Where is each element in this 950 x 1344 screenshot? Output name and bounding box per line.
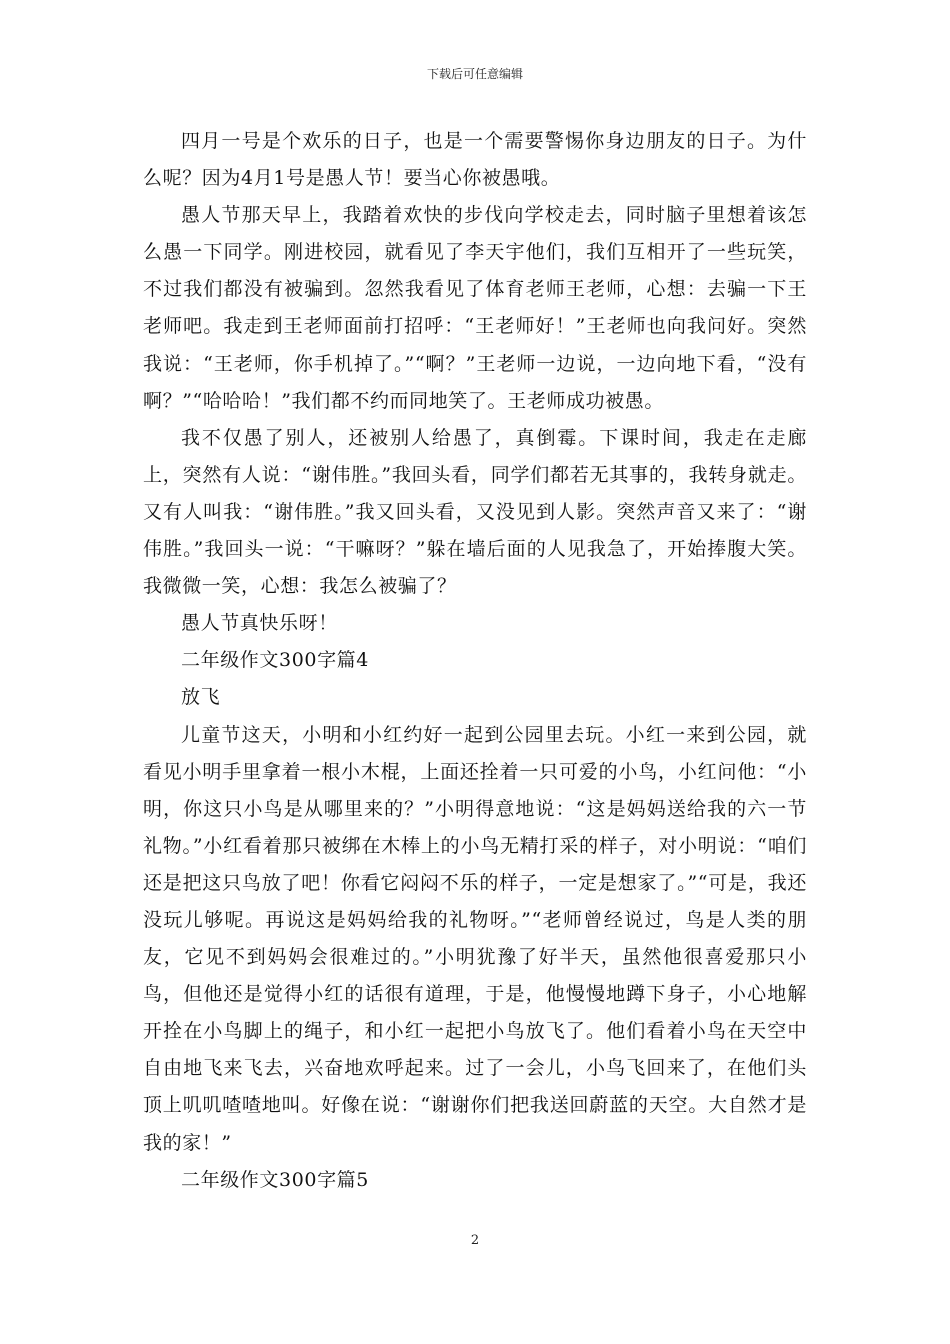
paragraph-fooling-teacher: 愚人节那天早上，我踏着欢快的步伐向学校走去，同时脑子里想着该怎么愚一下同学。刚进校园，就看见了李天宇他们，我们互相开了一些玩笑，不过我们都没有被骗到。忽然我看见了体育老师王老师，心想：去骗一下王老师吧。我走到王老师面前打招呼：“王老师好！”王老师也向我问好。突然我说：“王老师，你手机掉了。”“啊？”王老师一边说，一边向地下看，“没有啊？”“哈哈哈！”我们都不约而同地笑了。王老师成功被愚。: [143, 204, 807, 412]
page-number: 2: [470, 1233, 480, 1248]
document-body: [143, 123, 807, 1199]
paragraph-intro: 四月一号是个欢乐的日子，也是一个需要警惕你身边朋友的日子。为什么呢？因为4月1号是愚人节！要当心你被愚哦。: [143, 130, 807, 190]
page-header-note: 下载后可任意编辑: [426, 67, 523, 81]
paragraph-conclusion: 愚人节真快乐呀！: [181, 612, 338, 635]
section-heading-essay-5: 二年级作文300字篇5: [181, 1168, 369, 1191]
section-heading-essay-4: 二年级作文300字篇4: [181, 649, 369, 672]
paragraph-release-bird: 儿童节这天，小明和小红约好一起到公园里去玩。小红一来到公园，就看见小明手里拿着一根小木棍，上面还拴着一只可爱的小鸟，小红问他：“小明，你这只小鸟是从哪里来的？”小明得意地说：“这是妈妈送给我的六一节礼物。”小红看着那只被绑在木棒上的小鸟无精打采的样子，对小明说：“咱们还是把这只鸟放了吧！你看它闷闷不乐的样子，一定是想家了。”“可是，我还没玩儿够呢。再说这是妈妈给我的礼物呀。”“老师曾经说过，鸟是人类的朋友，它见不到妈妈会很难过的。”小明犹豫了好半天，虽然他很喜爱那只小鸟，但他还是觉得小红的话很有道理，于是，他慢慢地蹲下身子，小心地解开拴在小鸟脚上的绳子，和小红一起把小鸟放飞了。他们看着小鸟在天空中自由地飞来飞去，兴奋地欢呼起来。过了一会儿，小鸟飞回来了，在他们头顶上叽叽喳喳地叫。好像在说：“谢谢你们把我送回蔚蓝的天空。大自然才是我的家！”: [143, 723, 807, 1154]
paragraph-being-fooled: 我不仅愚了别人，还被别人给愚了，真倒霉。下课时间，我走在走廊上，突然有人说：“谢伟胜。”我回头看，同学们都若无其事的，我转身就走。又有人叫我：“谢伟胜。”我又回头看，又没见到人影。突然声音又来了：“谢伟胜。”我回头一说：“干嘛呀？”躲在墙后面的人见我急了，开始捧腹大笑。我微微一笑，心想：我怎么被骗了？: [143, 426, 807, 598]
essay-title: 放飞: [181, 686, 221, 709]
